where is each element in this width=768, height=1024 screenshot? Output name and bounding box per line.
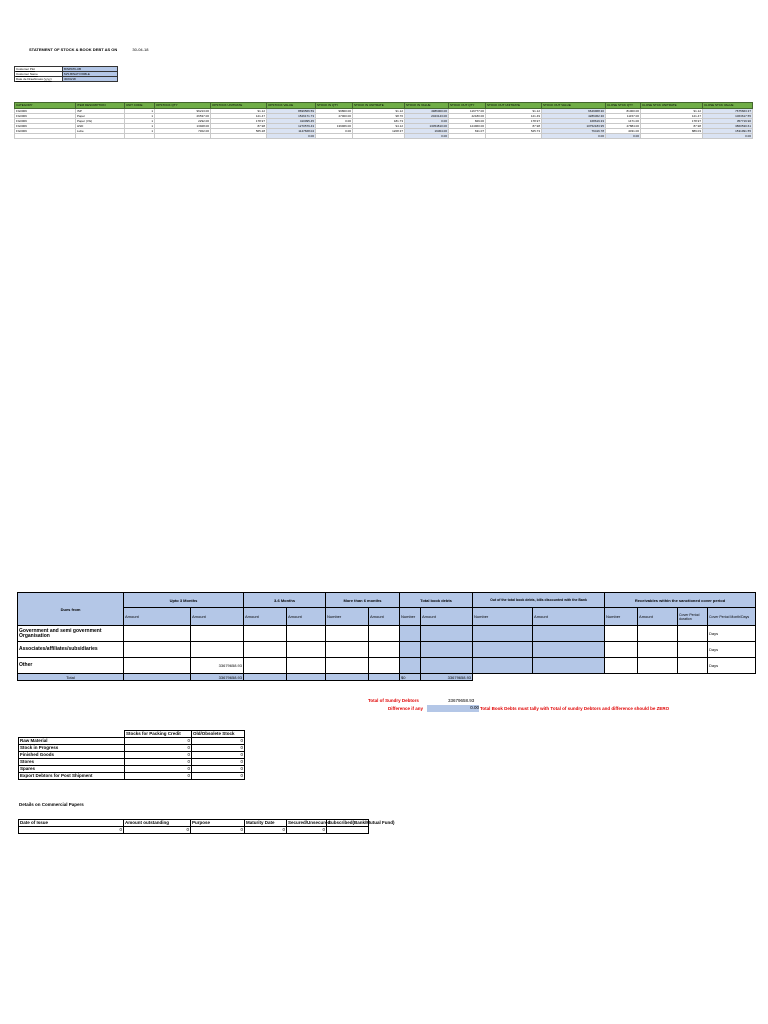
debt-cell <box>287 674 326 681</box>
stock-total-stock-in-value: 0.00 <box>405 134 449 139</box>
stock-col-header: OPSTOCK QTY <box>155 103 211 109</box>
debt-cell <box>326 626 369 642</box>
stock-total-opstock-value: 0.00 <box>267 134 316 139</box>
debt-row <box>18 626 756 642</box>
debt-row <box>18 658 756 674</box>
stock-cell: 10752183.95 <box>542 124 606 129</box>
debt-cell <box>421 658 473 674</box>
debt-sub-header: Number <box>326 608 369 626</box>
stock-cell: FG0009 <box>15 124 76 129</box>
debt-cell <box>191 626 244 642</box>
debt-cell <box>473 626 533 642</box>
stock-cell: HSD <box>76 124 125 129</box>
stock-cell: 1 <box>125 109 155 114</box>
stock-total-close-value: 0.00 <box>703 134 753 139</box>
debt-cell <box>326 658 369 674</box>
debt-cell <box>369 674 400 681</box>
debt-sub-header: Amount <box>638 608 678 626</box>
statement-date: 30-04-18 <box>132 47 149 52</box>
stock-cell: 7675663.37 <box>703 109 753 114</box>
stock-cell: 91.12 <box>353 109 405 114</box>
stock-col-header: STOCK OUT UNITRATE <box>486 103 542 109</box>
debt-sub-header: Amount <box>244 608 287 626</box>
packing-row <box>19 752 245 759</box>
cp-header-row <box>19 820 369 827</box>
stock-cell: 87.98 <box>641 124 703 129</box>
stock-col-header: STOCK IN VALUE <box>405 103 449 109</box>
stock-cell: 565.28 <box>211 129 267 134</box>
debt-cell <box>400 642 421 658</box>
debt-cell <box>124 658 191 674</box>
stock-cell <box>486 134 542 139</box>
stock-total-row <box>15 134 753 139</box>
cp-cell: 0 <box>124 827 191 834</box>
stock-cell: 27000.00 <box>316 114 353 119</box>
stock-cell <box>15 134 76 139</box>
debt-row <box>18 642 756 658</box>
stock-col-header: CLOSE STCK VALUE <box>703 103 753 109</box>
debt-cell <box>533 642 605 658</box>
cp-header: Subscribed(Bank/Mutual Fund) <box>328 820 395 825</box>
stock-cell: 1471.00 <box>606 119 641 124</box>
stock-cell: 1 <box>125 129 155 134</box>
stock-cell: FG0009 <box>15 119 76 124</box>
stock-cell: 0.00 <box>316 119 353 124</box>
debt-cell <box>400 658 421 674</box>
stock-cell: 4031.00 <box>606 129 641 134</box>
stock-cell: 1531991.55 <box>703 129 753 134</box>
stock-cell: 139966.00 <box>316 124 353 129</box>
debt-sub-header: Amount <box>533 608 605 626</box>
packing-cell: 0 <box>125 759 192 766</box>
stock-cell: 19304.00 <box>405 129 449 134</box>
debt-cell <box>678 658 708 674</box>
info-value: 30/04/18 <box>63 77 118 82</box>
stock-col-header: CATEGORY <box>15 103 76 109</box>
debt-group-over6: More than 6 months <box>326 593 400 608</box>
sundry-total-label: Total of Sundry Debtors <box>368 698 419 703</box>
packing-row-label: Finished Goods <box>19 752 125 759</box>
debt-cell <box>244 626 287 642</box>
packing-header: Old/Obsolete Stock <box>192 731 245 738</box>
packing-cell: 0 <box>125 745 192 752</box>
stock-cell: 13928.00 <box>155 124 211 129</box>
debt-cell <box>638 642 678 658</box>
debt-total-amount: 33679658.93 <box>421 674 473 681</box>
stock-cell <box>316 134 353 139</box>
sundry-total-value: 33679658.93 <box>448 698 475 703</box>
cp-cell: 0 <box>287 827 327 834</box>
stock-cell: 121.49 <box>486 114 542 119</box>
debt-cell <box>326 674 369 681</box>
stock-cell <box>449 134 486 139</box>
packing-row-label: Stores <box>19 759 125 766</box>
stock-col-header: ITEM DESCRIPTION <box>76 103 125 109</box>
debt-cell <box>605 658 638 674</box>
debt-sub-header: Amount <box>369 608 400 626</box>
packing-row <box>19 745 245 752</box>
cp-cell: 0 <box>245 827 287 834</box>
stock-cell: 1 <box>125 119 155 124</box>
stock-cell: 178.97 <box>486 119 542 124</box>
difference-note: Total Book Debts must tally with Total of sundry Debtors and difference should be ZERO <box>480 706 670 711</box>
packing-cell: 0 <box>125 766 192 773</box>
debt-cell <box>369 642 400 658</box>
debt-cell <box>473 642 533 658</box>
stock-cell: 889.03 <box>641 129 703 134</box>
packing-cell: 0 <box>125 738 192 745</box>
book-debts-table <box>17 592 756 681</box>
packing-row-label: Export Debtors for Post Shipment <box>19 773 125 780</box>
stock-cell: 121.47 <box>211 114 267 119</box>
packing-row <box>19 766 245 773</box>
debt-sub-header: Cover Period duration <box>678 608 708 626</box>
stock-col-header: STOCK IN UNITRATE <box>353 103 405 109</box>
info-label: Date de Drawlimass (yyyy) <box>15 77 63 82</box>
packing-credit-table <box>18 730 245 780</box>
debt-sub-header: Cover Period Month/Days <box>708 608 756 626</box>
packing-cell: 0 <box>192 759 245 766</box>
stock-col-header: UNIT CODE <box>125 103 155 109</box>
debt-group-upto3: Upto 3 Months <box>124 593 244 608</box>
debt-cell <box>124 642 191 658</box>
stock-cell: 178.97 <box>211 119 267 124</box>
difference-value: 0.00 <box>427 705 479 712</box>
stock-cell: 91.12 <box>486 109 542 114</box>
debt-cell <box>124 674 191 681</box>
debt-cell <box>473 674 756 681</box>
difference-label: Difference if any <box>388 706 424 711</box>
debt-cell <box>533 626 605 642</box>
stock-cell: 1 <box>125 124 155 129</box>
stock-total-close-qty: 0.00 <box>606 134 641 139</box>
stock-cell <box>125 134 155 139</box>
stock-col-header: STOCK IN QTY <box>316 103 353 109</box>
stock-cell: Paper <box>76 114 125 119</box>
packing-row-label: Stock in Progress <box>19 745 125 752</box>
cp-cell: 0 <box>191 827 245 834</box>
stock-cell: 87.98 <box>211 124 267 129</box>
debt-sub-header: Amount <box>191 608 244 626</box>
stock-cell: 525.73 <box>486 129 542 134</box>
stock-cell: 1 <box>125 114 155 119</box>
stock-cell: 1208.37 <box>353 129 405 134</box>
debt-cell <box>287 626 326 642</box>
debt-cell <box>473 658 533 674</box>
debt-days-cell: Days <box>708 642 756 658</box>
stock-cell: 178.97 <box>641 119 703 124</box>
cp-header: Maturity Date <box>245 820 287 827</box>
debt-cell <box>287 642 326 658</box>
stock-cell: 3860530.61 <box>703 124 753 129</box>
stock-cell: 42180.00 <box>449 114 486 119</box>
stock-cell: Lube <box>76 129 125 134</box>
debt-cell <box>605 626 638 642</box>
debt-cell <box>369 626 400 642</box>
info-row <box>15 77 118 82</box>
debt-sub-header: Number <box>605 608 638 626</box>
cp-row <box>19 827 369 834</box>
packing-cell: 0 <box>192 773 245 780</box>
debt-days-cell: Days <box>708 658 756 674</box>
stock-cell: 124960.00 <box>449 124 486 129</box>
stock-cell <box>155 134 211 139</box>
stock-cell: 81000.00 <box>606 109 641 114</box>
stock-cell: 1147668.04 <box>267 129 316 134</box>
stock-cell: 47884.00 <box>606 124 641 129</box>
debt-sub-header-row <box>18 608 756 626</box>
debt-sub-header: Amount <box>124 608 191 626</box>
stock-cell: 13054810.00 <box>405 124 449 129</box>
stock-cell: 121.47 <box>641 114 703 119</box>
debt-col-dues-from: Dues from <box>18 593 124 626</box>
debt-cell <box>244 642 287 658</box>
stock-col-header: OPSTOCK VALUE <box>267 103 316 109</box>
stock-cell <box>353 134 405 139</box>
packing-cell: 0 <box>192 738 245 745</box>
debt-sub-header: Amount <box>421 608 473 626</box>
packing-cell: 0 <box>125 752 192 759</box>
stock-cell <box>211 134 267 139</box>
stock-cell: 829.00 <box>449 119 486 124</box>
stock-col-header: STOCK OUT QTY <box>449 103 486 109</box>
stock-cell: 116777.00 <box>449 109 486 114</box>
stock-cell: 181.73 <box>353 119 405 124</box>
stock-table <box>14 102 753 139</box>
cp-header: Purpose <box>191 820 245 827</box>
debt-sub-header: Number <box>473 608 533 626</box>
stock-cell: 98.76 <box>353 114 405 119</box>
cp-header: Date of Issue <box>19 820 124 827</box>
stock-cell: 1063617.55 <box>703 114 753 119</box>
stock-col-header: STOCK OUT VALUE <box>542 103 606 109</box>
packing-header: Stocks for Packing Credit <box>125 731 192 738</box>
debt-group-total: Total book debts <box>400 593 473 608</box>
debt-cell <box>421 642 473 658</box>
debt-total-upto3: 33679658.93 <box>191 674 244 681</box>
debt-cell <box>287 658 326 674</box>
stock-cell: 96213.00 <box>155 109 211 114</box>
packing-header-row <box>19 731 245 738</box>
debt-row-label: Associates/affiliates/subsidiaries <box>18 642 124 658</box>
debt-cell <box>244 674 287 681</box>
commercial-papers-title: Details on Commercial Papers <box>19 802 84 807</box>
debt-group-3to6: 3-6 Months <box>244 593 326 608</box>
stock-cell: 99800.00 <box>316 109 353 114</box>
debt-days-cell: Days <box>708 626 756 642</box>
debt-group-receivables: Receivables within the sanctioned cover period <box>605 593 756 608</box>
debt-cell <box>400 626 421 642</box>
debt-sub-header: Amount <box>287 608 326 626</box>
debt-cell <box>191 642 244 658</box>
stock-cell: FG0009 <box>15 114 76 119</box>
info-label: Customer Plot <box>15 67 63 72</box>
stock-cell: 4986000.00 <box>405 109 449 114</box>
stock-cell: 1270579.43 <box>267 124 316 129</box>
packing-cell: 0 <box>192 752 245 759</box>
stock-total-stock-out-value: 0.00 <box>542 134 606 139</box>
customer-info-table <box>14 66 118 82</box>
stock-cell: 8699566.59 <box>267 109 316 114</box>
stock-cell <box>641 134 703 139</box>
debt-total-row <box>18 674 756 681</box>
stock-cell: 87.98 <box>486 124 542 129</box>
stock-cell: ISP <box>76 109 125 114</box>
packing-cell: 0 <box>192 766 245 773</box>
stock-cell: 91.12 <box>211 109 267 114</box>
debt-group-header-row <box>18 593 756 608</box>
statement-title <box>29 47 148 52</box>
debt-row-label: Other <box>18 658 124 674</box>
stock-col-header: OPSTOCK UNITRATE <box>211 103 267 109</box>
packing-row <box>19 759 245 766</box>
stock-cell: 7302.00 <box>155 129 211 134</box>
packing-cell: 0 <box>125 773 192 780</box>
stock-cell: 410095.45 <box>267 119 316 124</box>
packing-row <box>19 773 245 780</box>
stock-cell <box>76 134 125 139</box>
stock-cell: FG0009 <box>15 129 76 134</box>
info-value: M/S BINATI PABLE <box>63 72 118 77</box>
packing-row-label: Raw Material <box>19 738 125 745</box>
debt-cell <box>678 626 708 642</box>
cp-header: Amount outstanding <box>124 820 191 827</box>
packing-cell: 0 <box>192 745 245 752</box>
debt-cell <box>421 626 473 642</box>
debt-sub-header: Number <box>400 608 421 626</box>
debt-other-amount: 33679658.93 <box>191 658 244 674</box>
debt-row-label: Government and semi government Organisation <box>18 626 124 642</box>
stock-cell: 91.12 <box>641 109 703 114</box>
stock-cell: 4286362.30 <box>542 114 606 119</box>
debt-total-number: $0 <box>400 674 421 681</box>
debt-cell <box>369 658 400 674</box>
statement-title-text: STATEMENT OF STOCK & BOOK DEBT AS ON <box>29 47 118 52</box>
debt-cell <box>638 658 678 674</box>
commercial-papers-table <box>18 819 395 834</box>
stock-col-header: CLOSE STCK UNITRATE <box>641 103 703 109</box>
stock-cell: Paper (VG) <box>76 119 125 124</box>
debt-total-label: Total <box>18 674 124 681</box>
cp-cell: 0 <box>19 827 124 834</box>
debt-cell <box>244 658 287 674</box>
stock-cell: 631.07 <box>449 129 486 134</box>
debt-cell <box>533 658 605 674</box>
stock-cell: 2023143.00 <box>405 114 449 119</box>
stock-cell: 11157.00 <box>606 114 641 119</box>
debt-cell <box>326 642 369 658</box>
stock-cell: 94.12 <box>353 124 405 129</box>
stock-cell: 2292.00 <box>155 119 211 124</box>
stock-cell: 357719.90 <box>703 119 753 124</box>
cp-cell <box>327 827 369 834</box>
debt-cell <box>124 626 191 642</box>
packing-row <box>19 738 245 745</box>
stock-cell: 0.00 <box>405 119 449 124</box>
stock-cell: 0.00 <box>316 129 353 134</box>
debt-group-discounted: Out of the total book debts, bills discounted with the Bank <box>473 593 605 608</box>
info-label: Customer Name <box>15 72 63 77</box>
debt-cell <box>678 642 708 658</box>
cp-header: Secured/Unsecured <box>288 820 331 825</box>
stock-cell: 26537.00 <box>155 114 211 119</box>
debt-cell <box>638 626 678 642</box>
info-value: BINPATILUB <box>63 67 118 72</box>
stock-cell: FG0009 <box>15 109 76 114</box>
debt-cell <box>605 642 638 658</box>
stock-cell: 1526171.73 <box>267 114 316 119</box>
packing-header <box>19 731 125 738</box>
stock-col-header: CLOSE STCK QTY <box>606 103 641 109</box>
stock-cell: 168619.33 <box>542 119 606 124</box>
packing-row-label: Spares <box>19 766 125 773</box>
stock-cell: 76416.78 <box>542 129 606 134</box>
stock-header-row <box>15 103 753 109</box>
stock-cell: 6649968.30 <box>542 109 606 114</box>
